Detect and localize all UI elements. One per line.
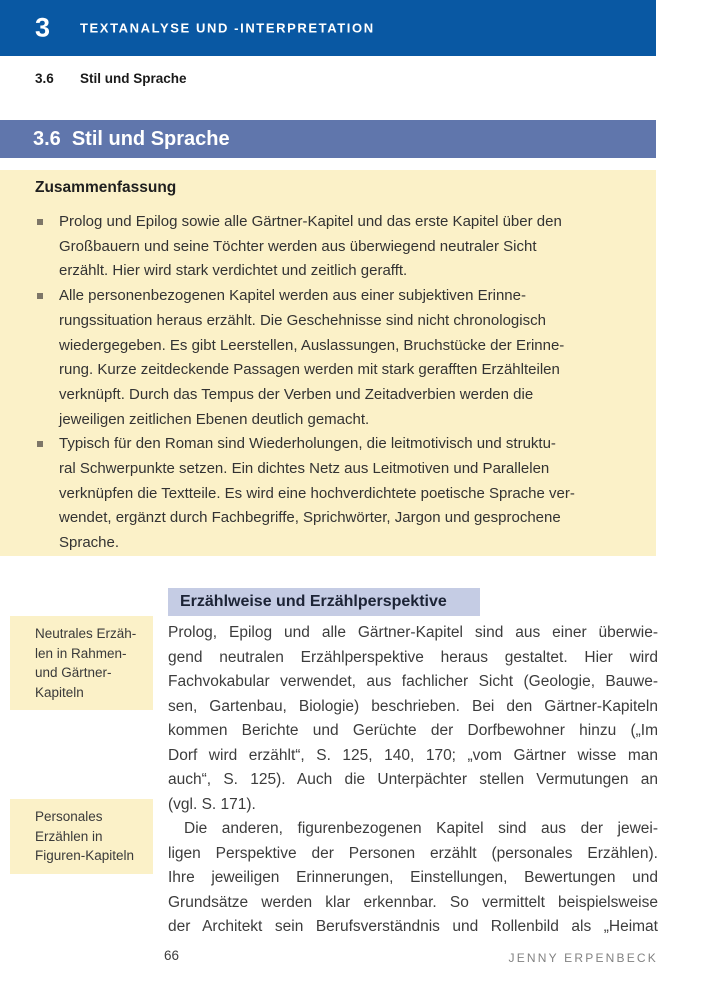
section-banner-title: Stil und Sprache	[71, 128, 230, 150]
subsection-heading-text: Erzählweise und Erzählperspektive	[180, 593, 447, 610]
summary-bullet	[35, 284, 636, 432]
page-number: 66	[164, 948, 180, 963]
summary-bullet	[35, 432, 636, 556]
chapter-header-bar	[0, 0, 656, 56]
running-author: JENNY ERPENBECK	[508, 951, 658, 965]
summary-bullet-text: Alle personenbezogenen Kapitel werden aus einer subjektiven Erinne- rungssituation heraus erzählt. Die Geschehnisse sind nicht chronologisch wiedergegeben. Es gibt Leerstellen, Auslassungen, Bruchstücke der Erinne- rung. Kurze zeitdeckende Passagen werden mit stark gerafften Erzählteilen verknüpft. Durch das Tempus der Verben und Zeitadverbien werden die jeweiligen zeitlichen Ebenen deutlich gemacht.	[59, 287, 565, 428]
breadcrumb	[35, 71, 187, 86]
subsection-heading	[168, 588, 480, 616]
bullet-square-icon	[37, 441, 43, 447]
section-banner	[0, 120, 656, 158]
chapter-number: 3	[35, 12, 51, 43]
summary-bullet	[35, 210, 636, 284]
bullet-square-icon	[37, 293, 43, 299]
summary-bullet-text: Typisch für den Roman sind Wiederholungen, die leitmotivisch und struktu- ral Schwerpunkte setzen. Ein dichtes Netz aus Leitmotiven und Parallelen verknüpfen die Textteile. Es wird eine hochverdichtete poetische Sprache ver- wendet, ergänzt durch Fachbegriffe, Sprichwörter, Jargon und gesprochene Sprache.	[59, 435, 575, 552]
bullet-square-icon	[37, 219, 43, 225]
summary-bullet-text: Prolog und Epilog sowie alle Gärtner-Kapitel und das erste Kapitel über den Großbauern und seine Töchter werden aus überwiegend neutraler Sicht erzählt. Hier wird stark verdichtet und zeitlich gerafft.	[59, 213, 562, 280]
summary-box	[0, 170, 656, 556]
body-paragraph: Die anderen, figurenbezogenen Kapitel sind aus der jewei- ligen Perspektive der Personen erzählt (personales Erzählen). Ihre jeweiligen Erinnerungen, Einstellungen, Bewertungen und Grundsätze werden klar erkennbar. So vermittelt beispielsweise der Architekt sein Berufsverständnis und Rollenbild als „Heimat	[168, 820, 658, 935]
section-banner-number: 3.6	[33, 128, 61, 150]
margin-note-neutral-narration: Neutrales Erzäh- len in Rahmen- und Gärtner- Kapiteln	[10, 616, 153, 710]
breadcrumb-number: 3.6	[35, 71, 54, 86]
chapter-title: TEXTANALYSE UND -INTERPRETATION	[80, 20, 375, 36]
margin-note-personal-narration: Personales Erzählen in Figuren-Kapiteln	[10, 799, 153, 874]
summary-title: Zusammenfassung	[35, 179, 177, 196]
body-paragraph: Prolog, Epilog und alle Gärtner-Kapitel sind aus einer überwie- gend neutralen Erzählperspektive heraus gestaltet. Hier wird Fachvokabular verwendet, aus fachlicher Sicht (Geologie, Bauwe- sen, Gartenbau, Biologie) beschrieben. Bei den Gärtner-Kapiteln kommen Berichte und Gerüchte der Dorfbewohner hinzu („Im Dorf wird erzählt“, S. 125, 140, 170; „vom Gärtner wisse man auch“, S. 125). Auch die Unterpächter stellen Vermutungen an (vgl. S. 171).	[168, 624, 658, 813]
breadcrumb-title: Stil und Sprache	[80, 71, 187, 86]
